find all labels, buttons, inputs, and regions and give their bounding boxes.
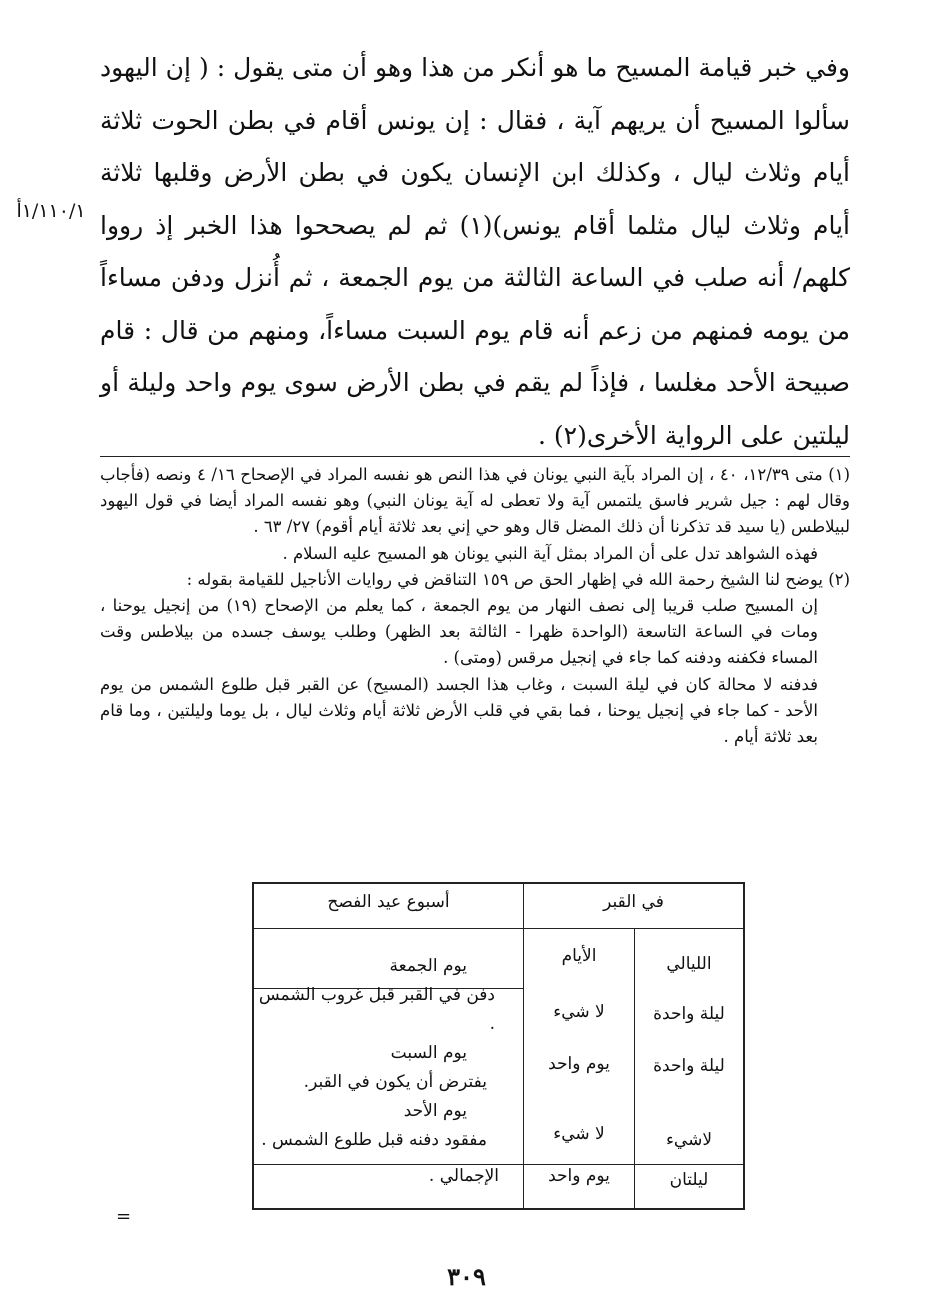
- page-number: ٣٠٩: [447, 1262, 486, 1291]
- footnote-2-paragraph-1: إن المسيح صلب قريبا إلى نصف النهار من يوم الجمعة ، كما يعلم من الإصحاح (١٩) من إنجيل يوحنا ، ومات في الساعة التاسعة (الواحدة ظهرا - الثالثة بعد الظهر) وطلب يوسف جسده من بيلاطس وقت المساء فكفنه ودفنه كما جاء في إنجيل مرقس (ومتى) .: [100, 596, 818, 668]
- table-divider-header: [254, 928, 743, 929]
- row-3-nights: لاشيء: [665, 1130, 713, 1150]
- footnotes: [100, 462, 850, 750]
- easter-week-table: [252, 882, 745, 1210]
- main-text: [100, 42, 850, 462]
- week-line-1: يوم الجمعة: [389, 956, 467, 976]
- footnote-2-intro: (٢) يوضح لنا الشيخ رحمة الله في إظهار الحق ص ١٥٩ التناقض في روايات الأناجيل للقيامة بقوله :: [186, 569, 850, 589]
- week-description: [254, 952, 509, 1155]
- subheader-days: الأيام: [561, 946, 597, 966]
- week-line-3: يوم السبت: [390, 1043, 467, 1063]
- row-2-days: يوم واحد: [548, 1054, 610, 1074]
- footnote-1-conclusion: فهذه الشواهد تدل على أن المراد بمثل آية النبي يونان هو المسيح عليه السلام .: [282, 543, 818, 563]
- manuscript-folio-reference: ١/١١٠/١أ: [16, 200, 86, 222]
- table-divider-main: [523, 884, 524, 1208]
- footnote-2-paragraph-2: فدفنه لا محالة كان في ليلة السبت ، وغاب هذا الجسد (المسيح) عن القبر قبل طلوع الشمس من يوم الأحد - كما جاء في إنجيل يوحنا ، فما بقي في قلب الأرض ثلاثة أيام وثلاث ليال ، بل يوما وليلتين ، وما قام بعد ثلاثة أيام .: [100, 674, 818, 747]
- week-line-2: دفن في القبر قبل غروب الشمس .: [258, 985, 495, 1034]
- main-paragraph: وفي خبر قيامة المسيح ما هو أنكر من هذا وهو أن متى يقول : ( إن اليهود سألوا المسيح أن يريهم آية ، فقال : إن يونس أقام في بطن الحوت ثلاثة أيام وثلاث ليال ، وكذلك ابن الإنسان يكون في بطن الأرض وقلبها ثلاثة أيام وثلاث ليال مثلما أقام يونس)(١) ثم لم يصححوا هذا الخبر إذ رووا كلهم/ أنه صلب في الساعة الثالثة من يوم الجمعة ، ثم أُنزل ودفن مساءاً من يومه فمنهم من زعم أنه قام يوم السبت مساءاً، ومنهم من قال : قام صبيحة الأحد مغلسا ، فإذاً لم يقم في بطن الأرض سوى يوم واحد وليلة أو ليلتين على الرواية الأخرى(٢) .: [100, 53, 850, 450]
- header-grave: في القبر: [603, 892, 664, 912]
- total-days: يوم واحد: [548, 1166, 610, 1186]
- week-line-4: يفترض أن يكون في القبر.: [303, 1072, 487, 1092]
- table-divider-total: [254, 1164, 743, 1165]
- row-1-nights: ليلة واحدة: [653, 1004, 725, 1024]
- total-nights: ليلتان: [669, 1170, 709, 1190]
- total-label: الإجمالي .: [428, 1166, 499, 1186]
- subheader-nights: الليالي: [666, 954, 712, 974]
- row-3-days: لا شيء: [553, 1124, 605, 1144]
- row-2-nights: ليلة واحدة: [653, 1056, 725, 1076]
- footnote-separator: [100, 456, 850, 457]
- header-easter-week: أسبوع عيد الفصح: [327, 892, 450, 912]
- week-line-6: مفقود دفنه قبل طلوع الشمس .: [261, 1130, 487, 1150]
- row-1-days: لا شيء: [553, 1002, 605, 1022]
- footnote-1: (١) متى ١٢/٣٩، ٤٠ ، إن المراد بآية النبي يونان في هذا النص هو نفسه المراد في الإصحاح ١٦/ ٤ ونصه (فأجاب وقال لهم : جيل شرير فاسق يلتمس آية ولا تعطى له آية يونان النبي) وهو نفسه المراد أيضا في قول اليهود لبيلاطس (يا سيد قد تذكرنا أن ذلك المضل قال وهو حي إني بعد ثلاثة أيام أقوم) ٢٧/ ٦٣ .: [100, 465, 850, 537]
- week-line-5: يوم الأحد: [403, 1101, 467, 1121]
- stray-mark: =: [116, 1206, 132, 1227]
